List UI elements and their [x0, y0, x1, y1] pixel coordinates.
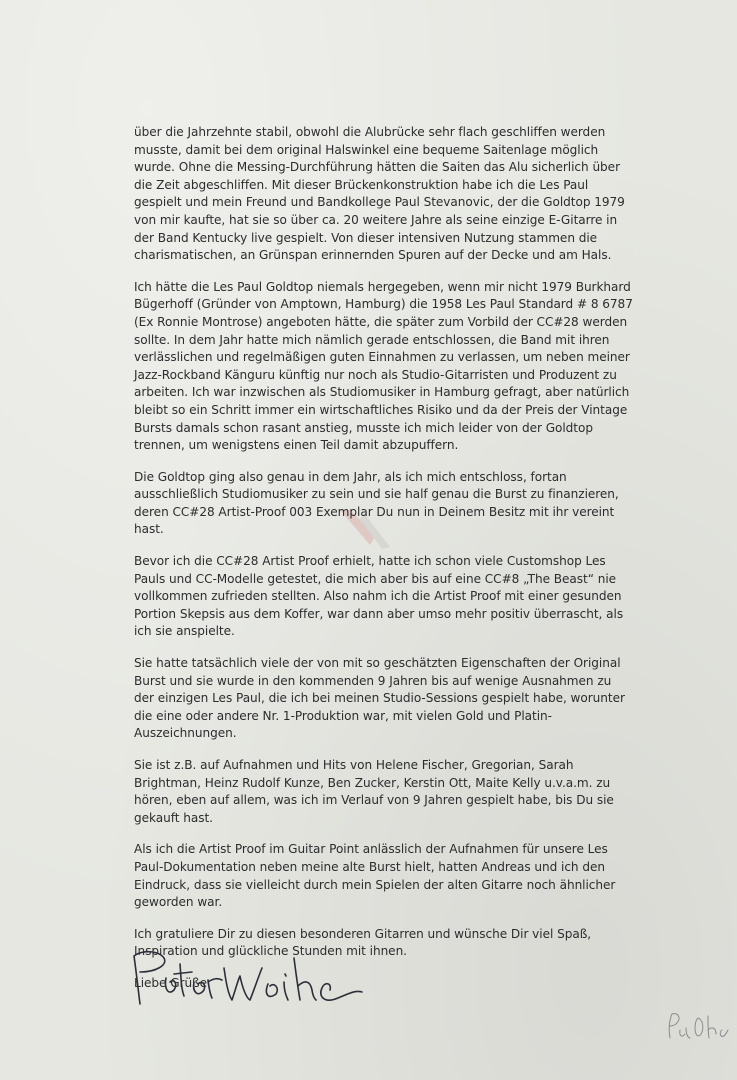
letter-body	[134, 124, 634, 1007]
letter-closing: Liebe Grüße	[134, 975, 208, 990]
letter-paragraph-7: Als ich die Artist Proof im Guitar Point anlässlich der Aufnahmen für unsere Les Paul-Dokumentation neben meine alte Burst hielt, hatten Andreas und ich den Eindruck, dass sie vielleicht durch mein Spielen der alten Gitarre noch ähnlicher geworden war.	[134, 842, 616, 910]
pencil-initials	[664, 1008, 734, 1048]
initials-text	[0, 0, 1, 1]
letter-paragraph-1: über die Jahrzehnte stabil, obwohl die Alubrücke sehr flach geschliffen werden musste, damit bei dem original Halswinkel eine bequeme Saitenlage möglich wurde. Ohne die Messing-Durchführung hätten die Saiten das Alu sicherlich über die Zeit abgeschliffen. Mit dieser Brückenkonstruktion habe ich die Les Paul gespielt und mein Freund und Bandkollege Paul Stevanovic, der die Goldtop 1979 von mir kaufte, hat sie so über ca. 20 weitere Jahre als seine einzige E-Gitarre in der Band Kentucky live gespielt. Von dieser intensiven Nutzung stammen die charismatischen, an Grünspan erinnernden Spuren auf der Decke und am Hals.	[134, 125, 625, 263]
letter-paragraph-4: Bevor ich die CC#28 Artist Proof erhielt, hatte ich schon viele Customshop Les Pauls und CC-Modelle getestet, die mich aber bis auf eine CC#8 „The Beast“ nie vollkommen zufrieden stellten. Also nahm ich die Artist Proof mit einer gesunden Portion Skepsis aus dem Koffer, war dann aber umso mehr positiv überrascht, als ich sie anspielte.	[134, 554, 624, 639]
handwritten-signature	[118, 938, 368, 1028]
letter-paragraph-2: Ich hätte die Les Paul Goldtop niemals hergegeben, wenn mir nicht 1979 Burkhard Bügerhoff (Gründer von Amptown, Hamburg) die 1958 Les Paul Standard # 8 6787 (Ex Ronnie Montrose) angeboten hätte, die später zum Vorbild der CC#28 werden sollte. In dem Jahr hatte mich nämlich gerade entschlossen, die Band mit ihren verlässlichen und regelmäßigen guten Einnahmen zu verlassen, um neben meiner Jazz-Rockband Känguru künftig nur noch als Studio-Gitarristen und Produzent zu arbeiten. Ich war inzwischen als Studiomusiker in Hamburg gefragt, aber natürlich bleibt so ein Schritt immer ein wirtschaftliches Risiko und da der Preis der Vintage Bursts damals schon rasant anstieg, musste ich mich leider von der Goldtop trennen, um wenigstens einen Teil damit abzupuffern.	[134, 279, 633, 453]
letter-paragraph-8: Ich gratuliere Dir zu diesen besonderen Gitarren und wünsche Dir viel Spaß, Inspiration und glückliche Stunden mit ihnen.	[134, 926, 592, 959]
signature-text	[0, 0, 1, 1]
letter-paragraph-6: Sie ist z.B. auf Aufnahmen und Hits von Helene Fischer, Gregorian, Sarah Brightman, Heinz Rudolf Kunze, Ben Zucker, Kerstin Ott, Maite Kelly u.v.a.m. zu hören, eben auf allem, was ich im Verlauf von 9 Jahren gespielt habe, bis Du sie gekauft hast.	[134, 758, 614, 825]
letter-paragraph-5: Sie hatte tatsächlich viele der von mit so geschätzten Eigenschaften der Original Burst und sie wurde in den kommenden 9 Jahren bis auf wenige Ausnahmen zu der einzigen Les Paul, die ich bei meinen Studio-Sessions gespielt habe, worunter die eine oder andere Nr. 1-Produktion war, mit vielen Gold und Platin-Auszeichnungen.	[134, 656, 625, 741]
letter-paragraph-3: Die Goldtop ging also genau in dem Jahr, als ich mich entschloss, fortan ausschließlich Studiomusiker zu sein und sie half genau die Burst zu finanzieren, deren CC#28 Artist-Proof 003 Exemplar Du nun in Deinem Besitz mit ihr vereint hast.	[134, 469, 619, 537]
